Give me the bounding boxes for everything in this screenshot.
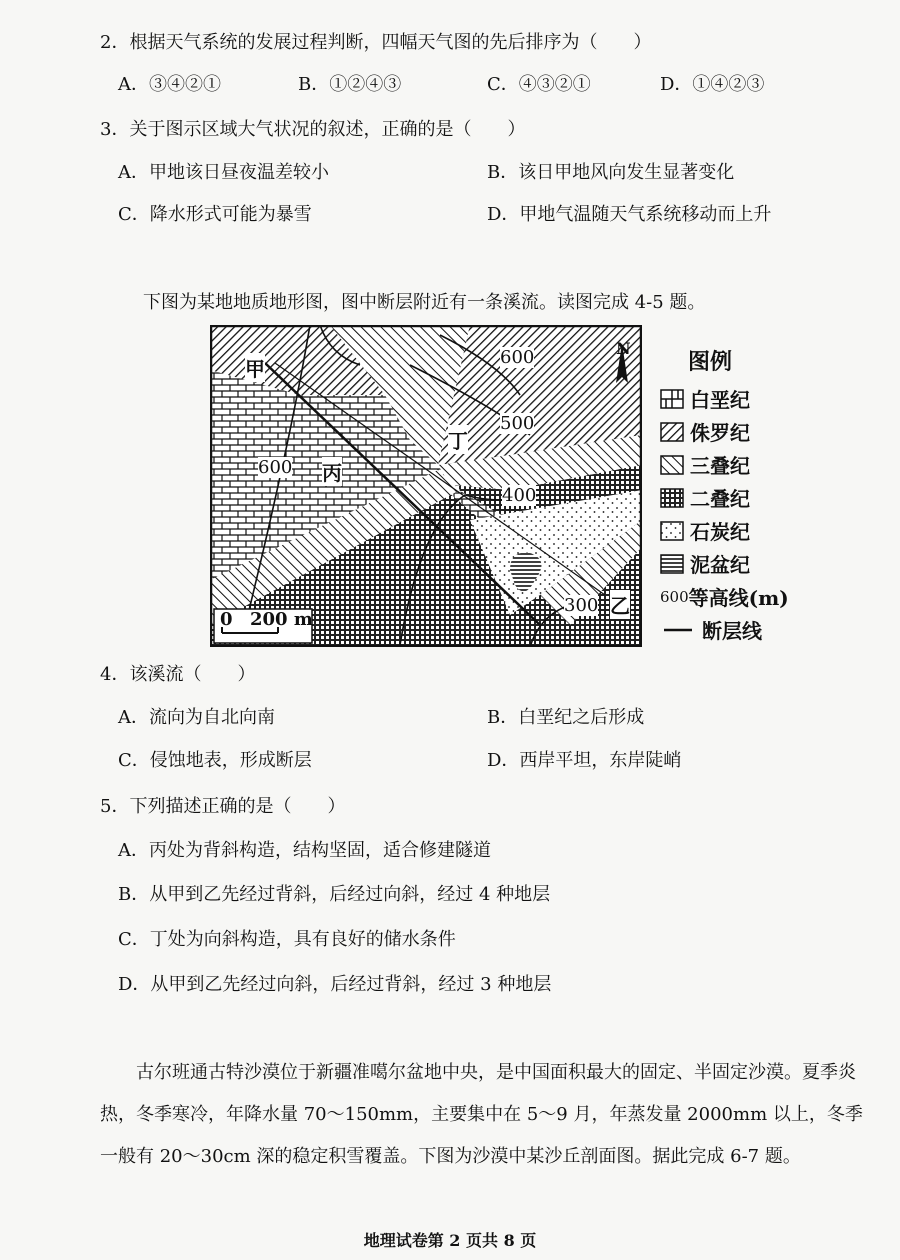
fault-line-swatch-icon [660,620,696,640]
passage-6-7: 古尔班通古特沙漠位于新疆准噶尔盆地中央，是中国面积最大的固定、半固定沙漠。夏季炎热，冬季寒冷，年降水量 70～150mm，主要集中在 5～9 月，年蒸发量 2000mm 以上，冬季一般有 20～30cm 深的稳定积雪覆盖。下图为沙漠中某沙丘剖面图。据此完成 6-7 题。 [100,1062,863,1167]
map-label-ding: 丁 [448,425,468,454]
q3-option-d[interactable]: D．甲地气温随天气系统移动而上升 [487,204,772,225]
carboniferous-swatch-icon [660,521,684,541]
legend-item-contour [660,580,820,613]
legend-label-contour: 等高线(m) [688,586,789,610]
question-4-stem: 4．该溪流（ ） [100,664,256,685]
cretaceous-swatch-icon [660,389,684,409]
map-label-north: N [616,339,631,358]
intro-4-5: 下图为某地地质地形图，图中断层附近有一条溪流。读图完成 4-5 题。 [143,292,706,313]
map-legend [660,345,820,646]
q5-option-a[interactable]: A．丙处为背斜构造，结构坚固，适合修建隧道 [118,840,491,861]
legend-item-fault [660,613,820,646]
legend-title: 图例 [688,349,733,375]
page-footer: 地理试卷第 2 页共 8 页 [363,1231,537,1250]
legend-item-triassic [660,448,820,481]
q4-option-a[interactable]: A．流向为自北向南 [118,707,275,728]
jurassic-swatch-icon [660,422,684,442]
contour-label-300: 300 [564,595,599,616]
map-label-yi: 乙 [610,590,630,619]
q2-option-d[interactable]: D．①④②③ [660,74,765,95]
contour-label-400: 400 [502,485,537,506]
triassic-swatch-icon [660,455,684,475]
scale-zero: 0 [220,609,233,630]
legend-label-triassic: 三叠纪 [690,454,750,478]
legend-item-permian [660,481,820,514]
legend-label-fault: 断层线 [702,619,762,643]
scale-length: 200 m [250,609,313,630]
q4-option-b[interactable]: B．白垩纪之后形成 [487,707,645,728]
q5-option-b[interactable]: B．从甲到乙先经过背斜，后经过向斜，经过 4 种地层 [118,884,551,905]
q4-option-c[interactable]: C．侵蚀地表，形成断层 [118,750,312,771]
legend-label-devonian: 泥盆纪 [690,553,750,577]
legend-label-jurassic: 侏罗纪 [690,421,750,445]
permian-swatch-icon [660,488,684,508]
legend-item-cretaceous [660,382,820,415]
legend-item-jurassic [660,415,820,448]
map-label-jia: 甲 [245,353,265,382]
question-2-stem: 2．根据天气系统的发展过程判断，四幅天气图的先后排序为（ ） [100,32,652,53]
legend-item-devonian [660,547,820,580]
legend-label-cretaceous: 白垩纪 [690,388,750,412]
q3-option-a[interactable]: A．甲地该日昼夜温差较小 [118,162,329,183]
q5-option-d[interactable]: D．从甲到乙先经过向斜，后经过背斜，经过 3 种地层 [118,974,552,995]
q3-option-b[interactable]: B．该日甲地风向发生显著变化 [487,162,735,183]
q2-option-c[interactable]: C．④③②① [487,74,591,95]
legend-label-carboniferous: 石炭纪 [690,520,750,544]
contour-label-600-left: 600 [258,457,293,478]
contour-label-500: 500 [500,413,535,434]
legend-label-permian: 二叠纪 [690,487,750,511]
q2-option-b[interactable]: B．①②④③ [298,74,402,95]
question-5-stem: 5．下列描述正确的是（ ） [100,796,346,817]
q2-option-a[interactable]: A．③④②① [118,74,221,95]
devonian-swatch-icon [660,554,684,574]
q3-option-c[interactable]: C．降水形式可能为暴雪 [118,204,312,225]
map-label-bing: 丙 [322,457,342,486]
legend-contour-sample: 600 [660,587,689,606]
contour-label-600-top: 600 [500,347,535,368]
question-3-stem: 3．关于图示区域大气状况的叙述，正确的是（ ） [100,119,526,140]
legend-item-carboniferous [660,514,820,547]
q5-option-c[interactable]: C．丁处为向斜构造，具有良好的储水条件 [118,929,456,950]
geologic-map [210,325,642,647]
q4-option-d[interactable]: D．西岸平坦，东岸陡峭 [487,750,682,771]
